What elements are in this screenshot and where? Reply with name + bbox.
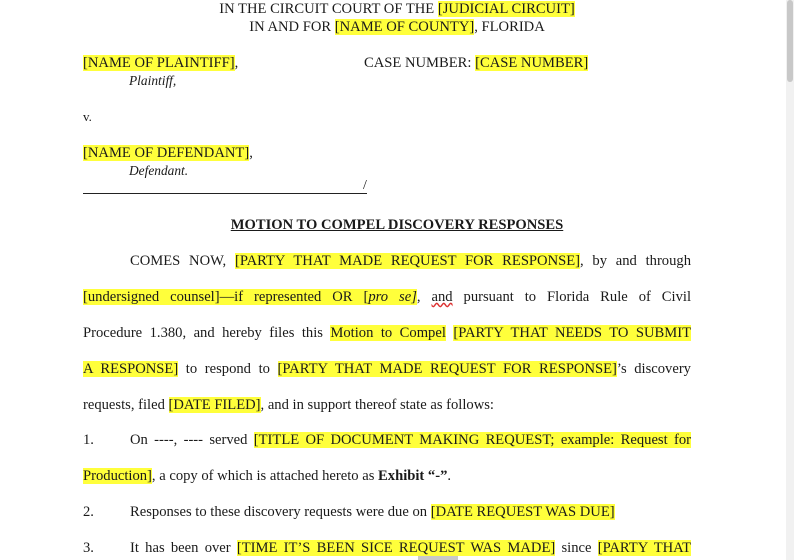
scrollbar-thumb[interactable]: [787, 0, 793, 82]
item-1-line-2: Production], a copy of which is attached hereto as Exhibit “-”.: [83, 468, 452, 484]
item-1-number: 1.: [83, 432, 94, 448]
plaintiff-name-field[interactable]: [NAME OF PLAINTIFF]: [83, 55, 235, 71]
document-title-field[interactable]: [TITLE OF DOCUMENT MAKING REQUEST; example: Request for: [253, 432, 692, 448]
counsel-field[interactable]: [undersigned counsel]—if represented OR [pro se]: [83, 289, 417, 305]
court-header-line-2: IN AND FOR [NAME OF COUNTY], FLORIDA: [249, 19, 545, 35]
date-filed-field[interactable]: [DATE FILED]: [168, 397, 261, 413]
defendant-line: [NAME OF DEFENDANT],: [83, 145, 253, 161]
party-field[interactable]: [PARTY THAT: [597, 540, 691, 556]
exhibit-label: Exhibit “-”: [378, 468, 448, 484]
intro-line-1: COMES NOW, [PARTY THAT MADE REQUEST FOR RESPONSE], by and through: [130, 253, 691, 269]
intro-line-5: requests, filed [DATE FILED], and in support thereof state as follows:: [83, 397, 494, 413]
motion-title: MOTION TO COMPEL DISCOVERY RESPONSES: [230, 217, 564, 233]
versus-label: v.: [83, 109, 92, 124]
county-field[interactable]: [NAME OF COUNTY]: [334, 19, 475, 35]
elapsed-time-field[interactable]: [TIME IT’S BEEN SICE REQUEST WAS MADE]: [236, 540, 556, 556]
plaintiff-role: Plaintiff,: [129, 73, 177, 88]
vertical-scrollbar[interactable]: [786, 0, 794, 560]
plaintiff-line: [NAME OF PLAINTIFF],: [83, 55, 239, 71]
motion-name-field[interactable]: Motion to Compel: [330, 325, 446, 341]
defendant-name-field[interactable]: [NAME OF DEFENDANT]: [83, 145, 250, 161]
responding-party-field-cont[interactable]: A RESPONSE]: [83, 361, 179, 377]
item-1-line-1: On ----, ---- served [TITLE OF DOCUMENT MAKING REQUEST; example: Request for: [130, 432, 692, 448]
caption-divider-line: [83, 193, 367, 194]
responding-party-field[interactable]: [PARTY THAT NEEDS TO SUBMIT: [453, 325, 691, 341]
item-2-number: 2.: [83, 504, 94, 520]
item-3-number: 3.: [83, 540, 94, 556]
requesting-party-field[interactable]: [PARTY THAT MADE REQUEST FOR RESPONSE]: [234, 253, 581, 269]
item-2-line: Responses to these discovery requests were due on [DATE REQUEST WAS DUE]: [130, 504, 615, 520]
requesting-party-field-2[interactable]: [PARTY THAT MADE REQUEST FOR RESPONSE]: [277, 361, 617, 377]
horizontal-scroll-indicator[interactable]: [418, 556, 458, 560]
intro-line-4: A RESPONSE] to respond to [PARTY THAT MADE REQUEST FOR RESPONSE]’s discovery: [83, 361, 691, 377]
document-title-field-cont[interactable]: Production]: [83, 468, 152, 484]
defendant-role: Defendant.: [129, 163, 189, 178]
case-number-line: CASE NUMBER: [CASE NUMBER]: [364, 55, 589, 71]
court-header-line-1: IN THE CIRCUIT COURT OF THE [JUDICIAL CIRCUIT]: [219, 1, 575, 17]
spellcheck-word: and: [431, 289, 453, 305]
intro-line-3: Procedure 1.380, and hereby files this Motion to Compel [PARTY THAT NEEDS TO SUBMIT: [83, 325, 691, 341]
item-3-line: It has been over [TIME IT’S BEEN SICE REQUEST WAS MADE] since [PARTY THAT: [130, 540, 691, 556]
caption-slash: /: [363, 178, 367, 193]
case-number-field[interactable]: [CASE NUMBER]: [475, 55, 589, 71]
intro-line-2: [undersigned counsel]—if represented OR [pro se], and pursuant to Florida Rule of Civil: [83, 289, 692, 305]
due-date-field[interactable]: [DATE REQUEST WAS DUE]: [430, 504, 615, 520]
judicial-circuit-field[interactable]: [JUDICIAL CIRCUIT]: [437, 1, 575, 17]
